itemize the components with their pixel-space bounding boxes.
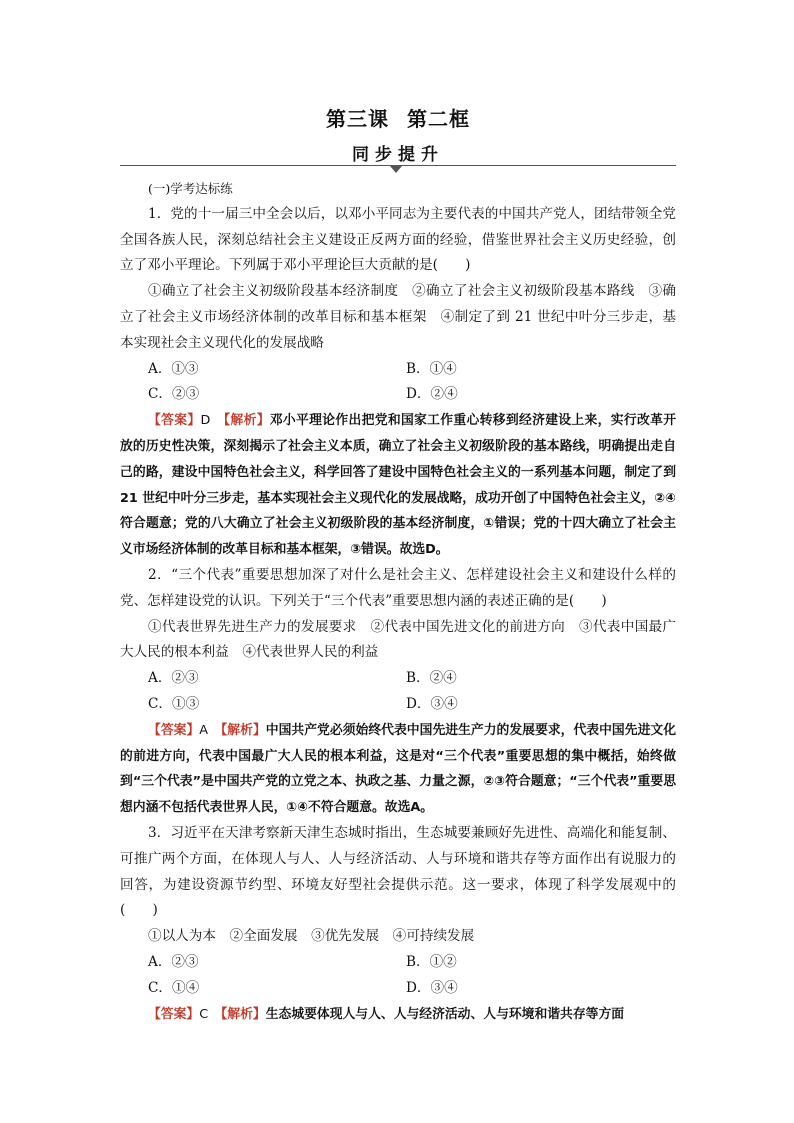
title-lesson: 第三课 <box>326 107 389 131</box>
option-c: C．①④ <box>148 979 200 996</box>
question-2-answer <box>120 718 676 821</box>
analysis-label: 【解析】 <box>223 413 270 429</box>
question-1-answer <box>120 408 676 563</box>
analysis-text: 中国共产党必须始终代表中国先进生产力的发展要求，代表中国先进文化的前进方向，代表中国最广大人民的根本利益，这是对“三个代表”重要思想的集中概括，始终做到“三个代表”是中国共产党的立党之本、执政之基、力量之源，②③符合题意；“三个代表”重要思想内涵不包括代表世界人民，①④不符合题意。故选A。 <box>120 722 677 816</box>
question-2-options-row-1 <box>120 666 676 692</box>
divider-arrow-icon <box>390 166 402 173</box>
question-2-items: ①代表世界先进生产力的发展要求 ②代表中国先进文化的前进方向 ③代表中国最广大人民的根本利益 ④代表世界人民的利益 <box>120 618 676 661</box>
page-title <box>120 103 676 132</box>
question-3-answer <box>120 1002 676 1028</box>
option-a: A．②③ <box>148 670 199 687</box>
question-3-items: ①以人为本 ②全面发展 ③优先发展 ④可持续发展 <box>148 928 475 945</box>
question-2-stem: 2．“三个代表”重要思想加深了对什么是社会主义、怎样建设社会主义和建设什么样的党、怎样建设党的认识。下列关于“三个代表”重要思想内涵的表述正确的是( ) <box>120 566 676 609</box>
question-1-items: ①确立了社会主义初级阶段基本经济制度 ②确立了社会主义初级阶段基本路线 ③确立了社会主义市场经济体制的改革目标和基本框架 ④制定了到 21 世纪中叶分三步走，基本实现社会主义现代化的发展战略 <box>120 283 676 351</box>
question-1-options-row-1 <box>120 357 676 383</box>
title-frame: 第二框 <box>407 107 470 131</box>
option-c: C．②③ <box>148 386 200 403</box>
section-label: (一)学考达标练 <box>148 181 233 196</box>
option-d: D．②④ <box>406 386 458 403</box>
option-d: D．③④ <box>406 695 458 712</box>
option-d: D．③④ <box>406 979 458 996</box>
answer-value: A <box>199 722 209 738</box>
analysis-text: 邓小平理论作出把党和国家工作重心转移到经济建设上来，实行改革开放的历史性决策，深刻揭示了社会主义本质，确立了社会主义初级阶段的基本路线，明确提出走自己的路，建设中国特色社会主义，科学回答了建设中国特色社会主义的一系列基本问题，制定了到 21 世纪中叶分三步走，基本实现社会主义现代化的发展战略，成功开创了中国特色社会主义，②④符合题意；党的八大确立了社会主义初级阶段的基本经济制度，①错误；党的十四大确立了社会主义市场经济体制的改革目标和基本框架，③错误。故选D。 <box>120 413 677 558</box>
option-b: B．①④ <box>406 360 457 377</box>
question-1-options-row-2 <box>120 382 676 408</box>
question-3-options-row-1 <box>120 950 676 976</box>
question-1-stem: 1．党的十一届三中全会以后，以邓小平同志为主要代表的中国共产党人，团结带领全党全国各族人民，深刻总结社会主义建设正反两方面的经验，借鉴世界社会主义历史经验，创立了邓小平理论。下列属于邓小平理论巨大贡献的是( ) <box>120 205 676 274</box>
analysis-label: 【解析】 <box>220 1006 266 1022</box>
section-heading: 同步提升 <box>352 145 444 165</box>
question-3-options-row-2 <box>120 976 676 1002</box>
analysis-text: 生态城要体现人与人、人与经济活动、人与环境和谐共存等方面 <box>265 1006 625 1022</box>
answer-label: 【答案】 <box>148 722 200 738</box>
option-a: A．①③ <box>148 360 199 377</box>
option-b: B．②④ <box>406 670 457 687</box>
answer-value: C <box>199 1006 209 1022</box>
analysis-label: 【解析】 <box>220 722 266 738</box>
option-c: C．①③ <box>148 695 200 712</box>
answer-label: 【答案】 <box>148 1006 200 1022</box>
question-2-options-row-2 <box>120 692 676 718</box>
question-content <box>120 176 676 1027</box>
question-3-stem: 3．习近平在天津考察新天津生态城时指出，生态城要兼顾好先进性、高端化和能复制、可推广两个方面，在体现人与人、人与经济活动、人与环境和谐共存等方面作出有说服力的回答，为建设资源节约型、环境友好型社会提供示范。这一要求，体现了科学发展观中的( ) <box>120 824 676 919</box>
answer-label: 【答案】 <box>148 413 201 429</box>
option-b: B．①② <box>406 953 457 970</box>
option-a: A．②③ <box>148 953 199 970</box>
answer-value: D <box>200 413 211 429</box>
